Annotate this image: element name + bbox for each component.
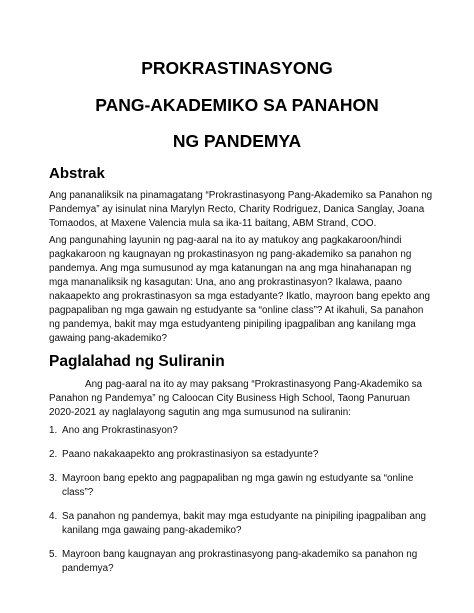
list-item bbox=[49, 548, 433, 576]
list-item-text: Mayroon bang epekto ang pagpapaliban ng mga gawin ng estudyante sa “online class”? bbox=[62, 473, 414, 498]
list-item-text: Paano nakakaapekto ang prokrastinasiyon sa estadyunte? bbox=[62, 449, 319, 460]
list-item-number: 4. bbox=[49, 511, 58, 522]
suliranin-heading: Paglalahad ng Suliranin bbox=[49, 353, 225, 370]
document-title-line-2: PANG-AKADEMIKO SA PANAHON bbox=[95, 95, 379, 115]
question-list bbox=[49, 424, 433, 586]
list-item-text: Mayroon bang kaugnayan ang prokrastinasyong pang-akademiko sa panahon ng pandemya? bbox=[62, 549, 418, 574]
list-item-number: 1. bbox=[49, 425, 58, 436]
list-item bbox=[49, 472, 433, 500]
document-title-line-3: NG PANDEMYA bbox=[172, 131, 302, 151]
list-item-number: 5. bbox=[49, 549, 58, 560]
list-item bbox=[49, 510, 433, 538]
abstract-paragraph-1: Ang pananaliksik na pinamagatang “Prokrastinasyong Pang-Akademiko sa Panahon ng Pandemya” ay isinulat nina Marylyn Recto, Charity Rodriguez, Danica Sanglay, Joana Tomaodos, at Maxene Valencia mula sa ika-11 baitang, ABM Strand, COO. bbox=[49, 190, 433, 229]
abstract-heading: Abstrak bbox=[49, 165, 105, 182]
list-item-number: 2. bbox=[49, 449, 58, 460]
list-item bbox=[49, 448, 433, 462]
suliranin-intro: Ang pag-aaral na ito ay may paksang “Prokrastinasyong Pang-Akademiko sa Panahon ng Pandemya” ng Caloocan City Business High School, Taong Panuruan 2020-2021 ay naglalayong sagutin ang mga sumusunod na suliranin: bbox=[49, 379, 423, 418]
list-item-text: Sa panahon ng pandemya, bakit may mga estudyante na pinipiling ipagpaliban ang kanilang mga gawaing pang-akademiko? bbox=[62, 511, 426, 536]
list-item-text: Ano ang Prokrastinasyon? bbox=[62, 425, 178, 436]
list-item bbox=[49, 424, 433, 438]
document-title-line-1: PROKRASTINASYONG bbox=[141, 58, 333, 78]
abstract-paragraph-2: Ang pangunahing layunin ng pag-aaral na ito ay matukoy ang pagkakaroon/hindi pagkakaroon ng kaugnayan ng prokastinasyon ng pang-akademiko sa panahon ng pandemya. Ang mga sumusunod ay mga katanungan na ang mga hinahanapan ng mga mananaliksik ng kasagutan: Una, ano ang prokrastinasyon? Ikalawa, paano nakaapekto ang prokrastinasyon sa mga estadyante? Ikatlo, mayroon bang epekto ang pagpapaliban ng mga gawain ng estudyante sa “online class”? At ikahuli, Sa panahon ng pandemya, bakit may mga estudyanteng pinipiling ipagpaliban ang kanilang mga gawaing pang-akademiko? bbox=[49, 235, 430, 344]
list-item-number: 3. bbox=[49, 473, 58, 484]
